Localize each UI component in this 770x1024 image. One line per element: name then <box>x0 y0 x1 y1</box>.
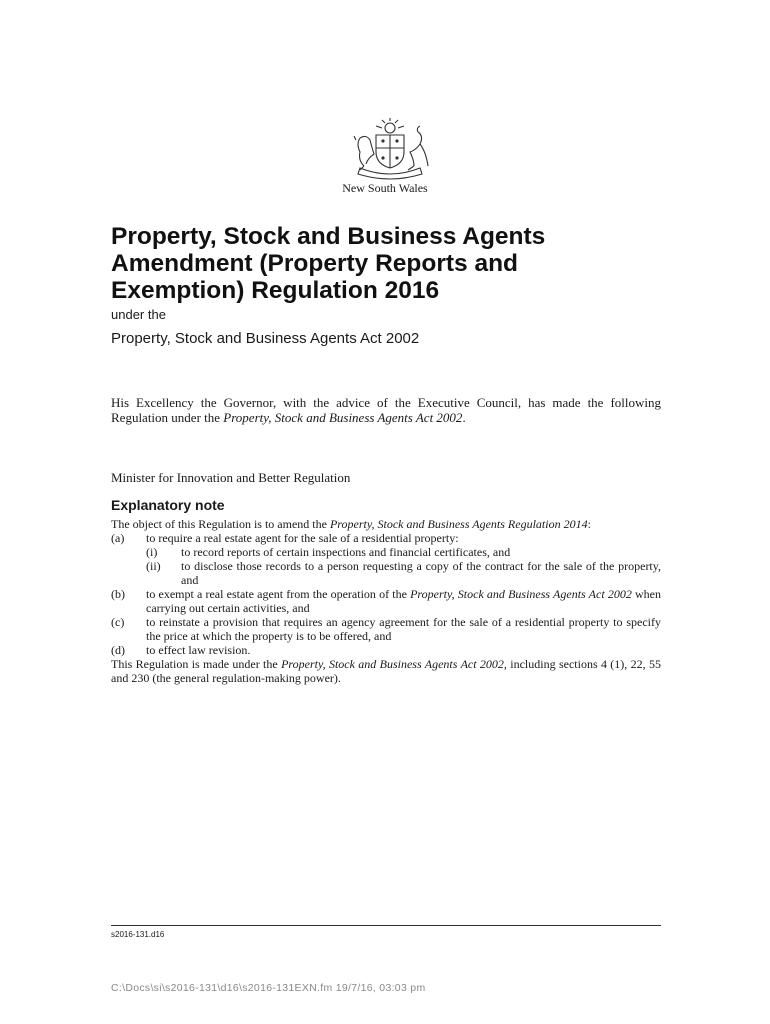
note-intro-end: : <box>587 517 591 531</box>
list-item-text: to require a real estate agent for the sale of a residential property: <box>146 531 459 545</box>
list-item-label: (a) <box>111 531 125 545</box>
list-item-label: (b) <box>111 587 125 601</box>
file-path: C:\Docs\si\s2016-131\d16\s2016-131EXN.fm 19/7/16, 03:03 pm <box>111 982 426 994</box>
list-item-label: (ii) <box>146 559 161 573</box>
list-item <box>111 587 661 615</box>
list-item-label: (d) <box>111 643 125 657</box>
title-line-1: Property, Stock and Business Agents <box>111 223 546 250</box>
governor-text-end: . <box>462 410 466 425</box>
state-label: New South Wales <box>342 181 428 195</box>
note-intro-regulation: Property, Stock and Business Agents Regulation 2014 <box>329 517 588 531</box>
footer-divider <box>111 925 661 926</box>
governor-act-citation: Property, Stock and Business Agents Act 2002 <box>223 410 463 425</box>
note-closing <box>111 657 661 685</box>
list-item-label: (c) <box>111 615 125 629</box>
note-intro-text: The object of this Regulation is to amend the <box>111 517 330 531</box>
page-title <box>111 223 671 304</box>
under-the-label: under the <box>111 307 166 322</box>
nsw-coat-of-arms-icon <box>346 118 434 180</box>
list-item <box>146 559 661 587</box>
title-line-3: Exemption) Regulation 2016 <box>111 277 440 304</box>
list-item-text-part: when carrying out certain activities, and <box>146 587 661 615</box>
principal-act: Property, Stock and Business Agents Act 2002 <box>111 330 420 347</box>
list-item-label: (i) <box>146 545 158 559</box>
document-code: s2016-131.d16 <box>111 930 165 939</box>
list-item <box>111 643 661 657</box>
note-closing-text: This Regulation is made under the <box>111 657 282 671</box>
minister-name: Minister for Innovation and Better Regulation <box>111 470 351 485</box>
explanatory-note-body <box>111 517 661 685</box>
list-item-text-part: to exempt a real estate agent from the operation of the <box>146 587 411 601</box>
list-item-text: to effect law revision. <box>146 643 251 657</box>
list-item-text: to reinstate a provision that requires an agency agreement for the sale of a residential property to specify the price at which the property is to be offered, and <box>146 615 661 643</box>
note-closing-act: Property, Stock and Business Agents Act 2002 <box>281 657 504 671</box>
note-closing-end: , including sections 4 (1), 22, 55 and 230 (the general regulation-making power). <box>111 657 661 685</box>
list-item <box>146 545 661 559</box>
note-intro <box>111 517 661 531</box>
list-item-text: to disclose those records to a person requesting a copy of the contract for the sale of the property, and <box>181 559 661 587</box>
explanatory-note-heading: Explanatory note <box>111 497 225 513</box>
list-item <box>111 531 661 545</box>
governor-paragraph <box>111 395 661 425</box>
list-item-text: to record reports of certain inspections and financial certificates, and <box>181 545 511 559</box>
governor-text: His Excellency the Governor, with the advice of the Executive Council, has made the following Regulation under the <box>111 395 661 425</box>
list-item-act-citation: Property, Stock and Business Agents Act 2002 <box>410 587 632 601</box>
list-item-text <box>146 587 661 615</box>
title-line-2: Amendment (Property Reports and <box>111 250 519 277</box>
list-item <box>111 615 661 643</box>
